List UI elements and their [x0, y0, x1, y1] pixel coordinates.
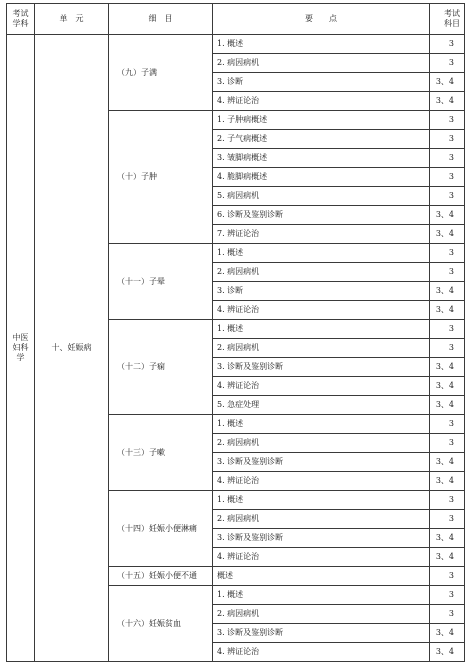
topic-cell: （十四）妊娠小便淋痛	[109, 491, 213, 567]
level-cell: 3	[430, 263, 465, 282]
header-points	[213, 4, 430, 35]
header-points-label: 要 点	[305, 14, 337, 23]
level-cell: 3	[430, 320, 465, 339]
level-cell: 3	[430, 35, 465, 54]
level-cell: 3、4	[430, 529, 465, 548]
header-unit	[35, 4, 109, 35]
level-cell: 3、4	[430, 92, 465, 111]
level-cell: 3	[430, 54, 465, 73]
point-cell: 1. 概述	[213, 35, 430, 54]
point-cell: 2. 病因病机	[213, 510, 430, 529]
point-cell: 1. 概述	[213, 586, 430, 605]
subject-cell: 中医妇科学	[7, 35, 35, 662]
level-cell: 3、4	[430, 624, 465, 643]
point-cell: 1. 概述	[213, 320, 430, 339]
level-cell: 3、4	[430, 377, 465, 396]
header-level-label: 考试 科目	[444, 9, 460, 28]
point-cell: 概述	[213, 567, 430, 586]
point-cell: 4. 辨证论治	[213, 377, 430, 396]
point-cell: 3. 诊断	[213, 282, 430, 301]
syllabus-table	[6, 3, 465, 662]
level-cell: 3、4	[430, 225, 465, 244]
topic-cell: （十六）妊娠贫血	[109, 586, 213, 662]
point-cell: 4. 辨证论治	[213, 301, 430, 320]
level-cell: 3	[430, 130, 465, 149]
topic-cell: （十二）子痫	[109, 320, 213, 415]
point-cell: 4. 辨证论治	[213, 548, 430, 567]
point-cell: 4. 脆脚病概述	[213, 168, 430, 187]
point-cell: 5. 病因病机	[213, 187, 430, 206]
level-cell: 3	[430, 168, 465, 187]
topic-cell: （十五）妊娠小便不通	[109, 567, 213, 586]
point-cell: 5. 急症处理	[213, 396, 430, 415]
point-cell: 2. 子气病概述	[213, 130, 430, 149]
header-level	[430, 4, 465, 35]
level-cell: 3、4	[430, 396, 465, 415]
table-header-row	[7, 4, 465, 35]
point-cell: 2. 病因病机	[213, 263, 430, 282]
level-cell: 3、4	[430, 548, 465, 567]
point-cell: 6. 诊断及鉴别诊断	[213, 206, 430, 225]
level-cell: 3、4	[430, 206, 465, 225]
point-cell: 4. 辨证论治	[213, 472, 430, 491]
level-cell: 3	[430, 187, 465, 206]
point-cell: 2. 病因病机	[213, 434, 430, 453]
point-cell: 3. 诊断及鉴别诊断	[213, 453, 430, 472]
point-cell: 7. 辨证论治	[213, 225, 430, 244]
unit-cell: 十、妊娠病	[35, 35, 109, 662]
topic-cell: （十三）子嗽	[109, 415, 213, 491]
point-cell: 1. 概述	[213, 415, 430, 434]
level-cell: 3	[430, 567, 465, 586]
level-cell: 3、4	[430, 282, 465, 301]
level-cell: 3	[430, 586, 465, 605]
point-cell: 3. 诊断及鉴别诊断	[213, 624, 430, 643]
point-cell: 2. 病因病机	[213, 605, 430, 624]
level-cell: 3	[430, 491, 465, 510]
point-cell: 1. 子肿病概述	[213, 111, 430, 130]
level-cell: 3	[430, 415, 465, 434]
topic-cell: （九）子满	[109, 35, 213, 111]
point-cell: 2. 病因病机	[213, 54, 430, 73]
level-cell: 3、4	[430, 73, 465, 92]
header-subject-label: 考试 学科	[12, 9, 29, 28]
point-cell: 1. 概述	[213, 491, 430, 510]
syllabus-page	[6, 3, 464, 662]
level-cell: 3、4	[430, 301, 465, 320]
level-cell: 3	[430, 339, 465, 358]
level-cell: 3	[430, 149, 465, 168]
point-cell: 4. 辨证论治	[213, 92, 430, 111]
level-cell: 3、4	[430, 453, 465, 472]
topic-cell: （十）子肿	[109, 111, 213, 244]
level-cell: 3	[430, 434, 465, 453]
point-cell: 4. 辨证论治	[213, 643, 430, 662]
point-cell: 2. 病因病机	[213, 339, 430, 358]
level-cell: 3	[430, 244, 465, 263]
header-topic-label: 细 目	[148, 14, 173, 23]
level-cell: 3	[430, 510, 465, 529]
level-cell: 3、4	[430, 472, 465, 491]
topic-cell: （十一）子晕	[109, 244, 213, 320]
point-cell: 3. 诊断及鉴别诊断	[213, 358, 430, 377]
level-cell: 3	[430, 605, 465, 624]
level-cell: 3、4	[430, 643, 465, 662]
header-topic	[109, 4, 213, 35]
point-cell: 3. 诊断及鉴别诊断	[213, 529, 430, 548]
header-subject	[7, 4, 35, 35]
table-row	[7, 35, 465, 54]
level-cell: 3、4	[430, 358, 465, 377]
point-cell: 3. 皱脚病概述	[213, 149, 430, 168]
point-cell: 1. 概述	[213, 244, 430, 263]
level-cell: 3	[430, 111, 465, 130]
header-unit-label: 单 元	[59, 14, 84, 23]
point-cell: 3. 诊断	[213, 73, 430, 92]
table-body	[7, 35, 465, 662]
